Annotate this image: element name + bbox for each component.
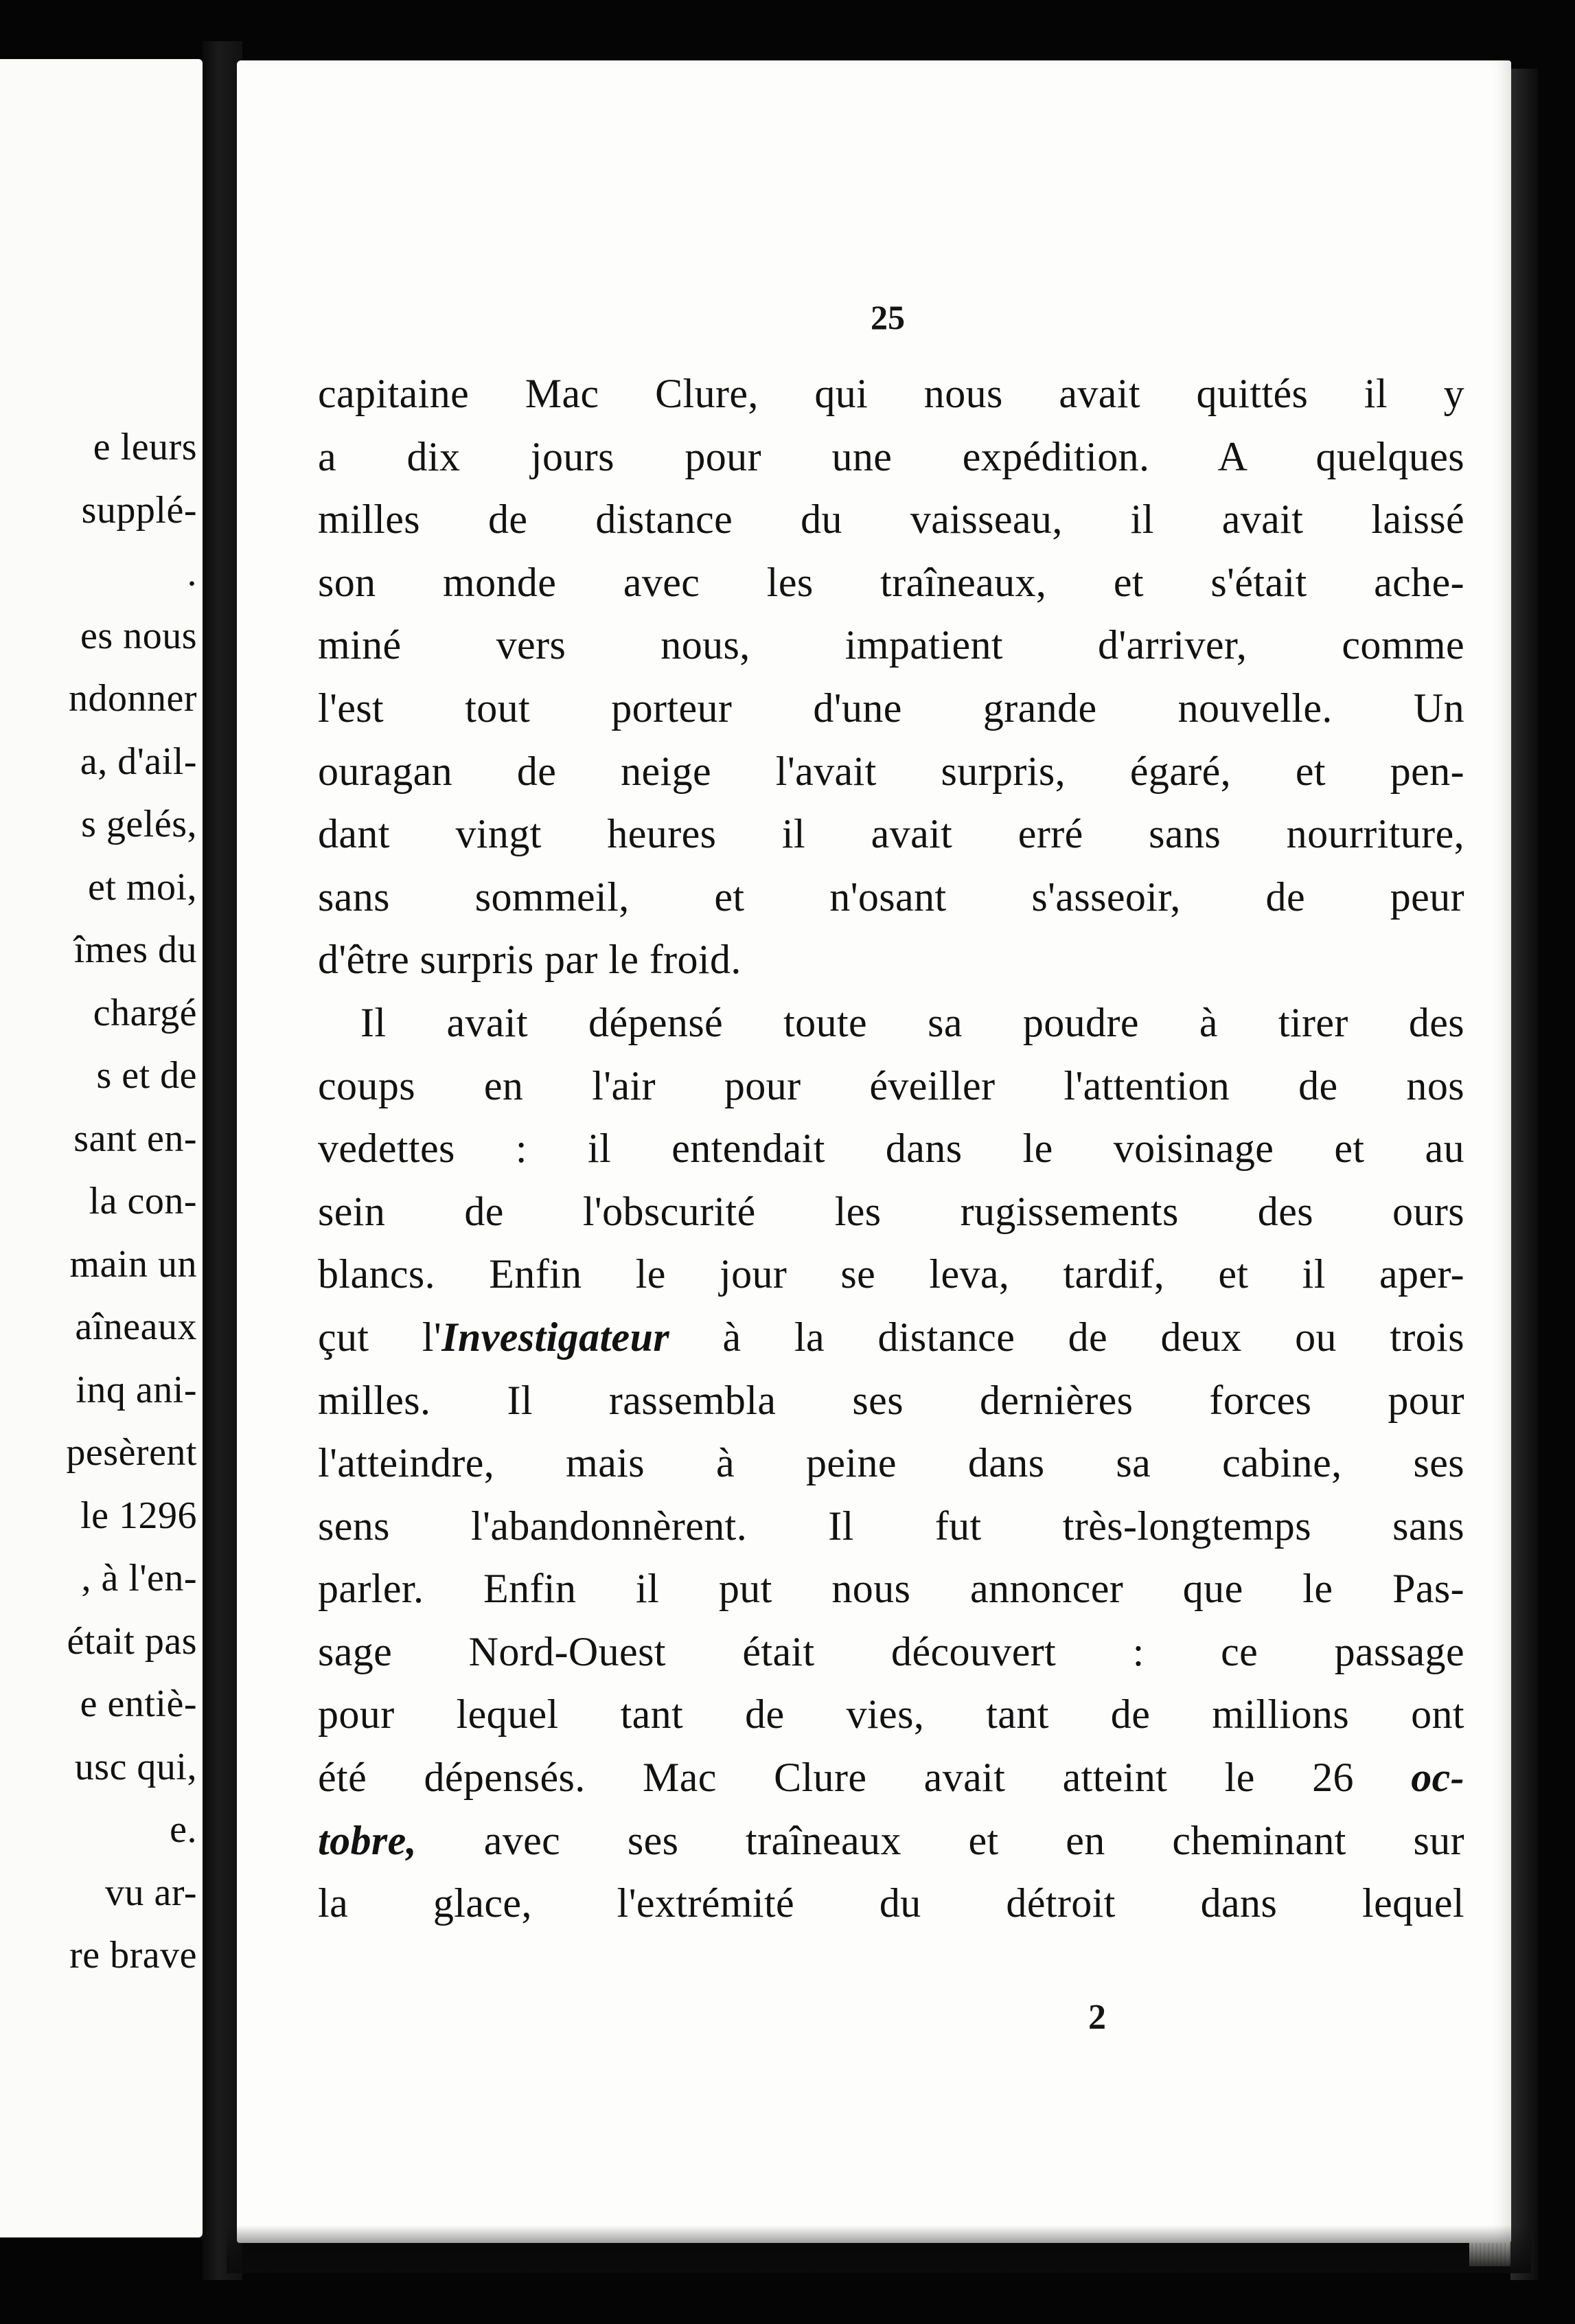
left-line: chargé	[93, 991, 197, 1034]
left-line: îmes du	[73, 929, 197, 971]
bottom-shadow	[227, 2225, 1531, 2273]
left-line: le 1296	[80, 1494, 197, 1537]
text-line: milles. Il rassembla ses dernières forces pour	[318, 1377, 1464, 1423]
text-line: d'être surpris par le froid.	[318, 937, 741, 983]
text-line: sens l'abandonnèrent. Il fut très-longtemps sans	[318, 1503, 1464, 1549]
left-line: supplé-	[81, 488, 197, 532]
left-line: était pas	[67, 1619, 197, 1663]
left-line: re brave	[69, 1934, 197, 1976]
text-line: pour lequel tant de vies, tant de millions ont	[318, 1691, 1464, 1738]
left-line: s gelés,	[81, 803, 197, 845]
text-line: son monde avec les traîneaux, et s'était ache-	[318, 559, 1464, 605]
text-line: sein de l'obscurité les rugissements des ours	[318, 1188, 1464, 1234]
text-line: miné vers nous, impatient d'arriver, comme	[318, 622, 1464, 668]
left-line: ndonner	[68, 677, 197, 720]
left-line: et moi,	[87, 865, 197, 909]
left-line: inq ani-	[76, 1368, 197, 1411]
left-line: .	[187, 551, 197, 594]
text-line	[318, 1810, 1464, 1873]
text-line: capitaine Mac Clure, qui nous avait quittés il y	[318, 371, 1464, 416]
left-line: vu ar-	[104, 1871, 197, 1914]
text-line: sans sommeil, et n'osant s'asseoir, de peur	[318, 874, 1464, 920]
text-line: Il avait dépensé toute sa poudre à tirer des	[360, 999, 1464, 1045]
page-number: 25	[871, 298, 905, 337]
left-page-text	[66, 416, 197, 1987]
text-segment: çut l'	[318, 1314, 442, 1360]
left-line: aîneaux	[75, 1306, 197, 1348]
text-line: l'est tout porteur d'une grande nouvelle. Un	[318, 685, 1464, 731]
text-line: vedettes : il entendait dans le voisinage et au	[318, 1126, 1464, 1172]
left-line: s et de	[96, 1054, 197, 1097]
signature-mark: 2	[1088, 1998, 1106, 2037]
text-line: coups en l'air pour éveiller l'attention de nos	[318, 1062, 1464, 1108]
book-cover-edge	[1510, 69, 1538, 2280]
body-text	[318, 363, 1464, 1935]
left-line: es nous	[80, 614, 197, 657]
left-line: la con-	[89, 1180, 197, 1222]
left-facing-page	[0, 59, 203, 2237]
left-line: sant en-	[73, 1117, 197, 1160]
text-line: la glace, l'extrémité du détroit dans lequel	[318, 1880, 1464, 1926]
left-line: e entiè-	[80, 1683, 197, 1725]
text-line: sage Nord-Ouest était découvert : ce passage	[318, 1628, 1464, 1674]
text-segment: été dépensés. Mac Clure avait atteint le 26	[318, 1755, 1412, 1801]
right-page	[237, 60, 1511, 2243]
text-line: ouragan de neige l'avait surpris, égaré, et pen-	[318, 748, 1464, 794]
text-line	[318, 1306, 1464, 1369]
left-line: pesèrent	[66, 1431, 197, 1474]
ship-name: Investigateur	[441, 1314, 670, 1360]
italic-segment: tobre,	[318, 1817, 417, 1863]
left-line: e leurs	[93, 426, 197, 468]
left-line: a, d'ail-	[80, 740, 197, 783]
text-segment: avec ses traîneaux et en cheminant sur	[417, 1817, 1464, 1863]
text-line: parler. Enfin il put nous annoncer que le Pas-	[318, 1566, 1464, 1612]
text-line: blancs. Enfin le jour se leva, tardif, et il aper-	[318, 1251, 1464, 1297]
left-line: usc qui,	[74, 1745, 197, 1788]
text-line: a dix jours pour une expédition. A quelques	[318, 433, 1464, 479]
left-line: main un	[69, 1242, 197, 1286]
text-line: dant vingt heures il avait erré sans nourriture,	[318, 811, 1464, 857]
text-line: milles de distance du vaisseau, il avait laissé	[318, 497, 1464, 543]
left-line: , à l'en-	[81, 1557, 197, 1599]
text-segment: à la distance de deux ou trois	[669, 1314, 1464, 1360]
text-line	[318, 1746, 1464, 1810]
text-line: l'atteindre, mais à peine dans sa cabine, ses	[318, 1440, 1464, 1486]
italic-segment: oc-	[1411, 1755, 1464, 1801]
left-line: e.	[170, 1808, 197, 1851]
